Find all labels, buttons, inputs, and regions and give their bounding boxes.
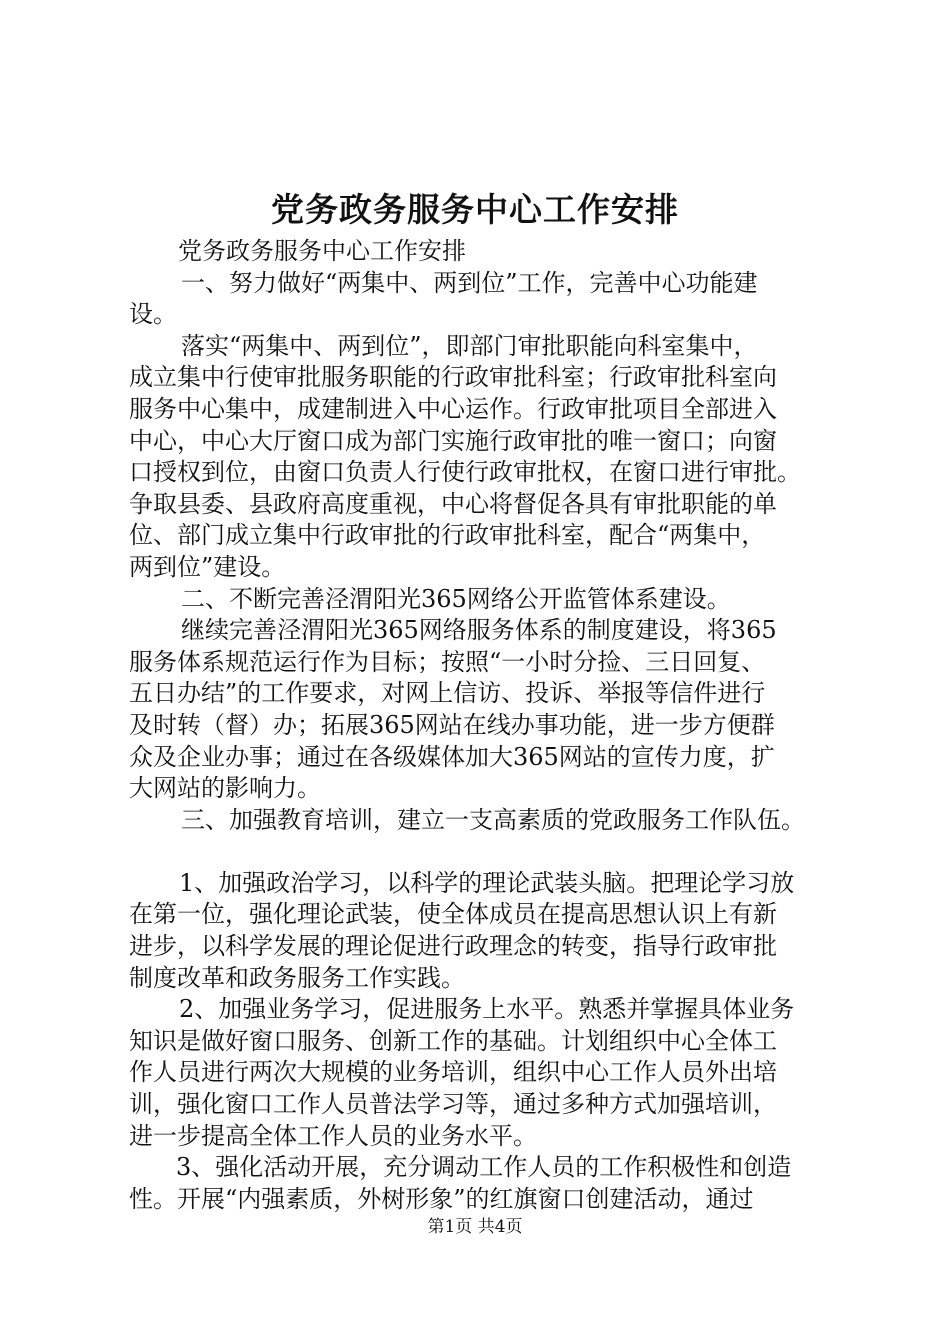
blank-line xyxy=(129,836,845,868)
text-line: 服务体系规范运行作为目标；按照“一小时分捡、三日回复、 xyxy=(129,647,766,676)
text-line: 位、部门成立集中行政审批的行政审批科室，配合“两集中， xyxy=(129,521,766,550)
text-line: 党务政务服务中心工作安排 xyxy=(178,237,466,265)
text-line: 及时转（督）办；拓展365网站在线办事功能，进一步方便群 xyxy=(129,710,775,739)
text-line: 大网站的影响力。 xyxy=(129,774,321,803)
text-line: 众及企业办事；通过在各级媒体加大365网站的宣传力度，扩 xyxy=(129,742,775,771)
text-line: 进步，以科学发展的理论促进行政理念的转变，指导行政审批 xyxy=(129,932,777,961)
text-line: 两到位”建设。 xyxy=(129,552,286,581)
text-line: 五日办结”的工作要求，对网上信访、投诉、举报等信件进行 xyxy=(129,679,766,708)
text-line: 继续完善泾渭阳光365网络服务体系的制度建设，将365 xyxy=(181,616,777,645)
text-line: 3、强化活动开展，充分调动工作人员的工作积极性和创造 xyxy=(176,1153,792,1182)
text-line: 成立集中行使审批服务职能的行政审批科室；行政审批科室向 xyxy=(129,363,777,392)
document-body xyxy=(129,236,845,1215)
text-line: 设。 xyxy=(129,300,177,329)
text-line: 作人员进行两次大规模的业务培训，组织中心工作人员外出培 xyxy=(129,1058,777,1087)
text-line: 服务中心集中，成建制进入中心运作。行政审批项目全部进入 xyxy=(129,394,777,423)
text-line: 落实“两集中、两到位”，即部门审批职能向科室集中， xyxy=(181,331,758,360)
text-line: 2、加强业务学习，促进服务上水平。熟悉并掌握具体业务 xyxy=(179,995,795,1024)
text-line: 口授权到位，由窗口负责人行使行政审批权，在窗口进行审批。 xyxy=(129,458,801,487)
text-line: 中心，中心大厅窗口成为部门实施行政审批的唯一窗口；向窗 xyxy=(129,426,777,455)
text-line: 争取县委、县政府高度重视，中心将督促各具有审批职能的单 xyxy=(129,489,777,518)
document-title: 党务政务服务中心工作安排 xyxy=(271,190,679,229)
text-line: 训，强化窗口工作人员普法学习等，通过多种方式加强培训， xyxy=(129,1090,777,1119)
text-line: 1、加强政治学习，以科学的理论武装头脑。把理论学习放 xyxy=(179,868,795,897)
text-line: 制度改革和政务服务工作实践。 xyxy=(129,963,465,992)
text-line: 在第一位，强化理论武装，使全体成员在提高思想认识上有新 xyxy=(129,900,777,929)
text-line: 知识是做好窗口服务、创新工作的基础。计划组织中心全体工 xyxy=(129,1026,777,1055)
text-line: 一、努力做好“两集中、两到位”工作，完善中心功能建 xyxy=(181,268,758,297)
text-line: 进一步提高全体工作人员的业务水平。 xyxy=(129,1121,537,1150)
page-footer: 第1页 共4页 xyxy=(427,1217,523,1237)
text-line: 性。开展“内强素质，外树形象”的红旗窗口创建活动，通过 xyxy=(129,1184,754,1213)
text-line: 三、加强教育培训，建立一支高素质的党政服务工作队伍。 xyxy=(181,805,805,834)
text-line: 二、不断完善泾渭阳光365网络公开监管体系建设。 xyxy=(181,584,731,613)
